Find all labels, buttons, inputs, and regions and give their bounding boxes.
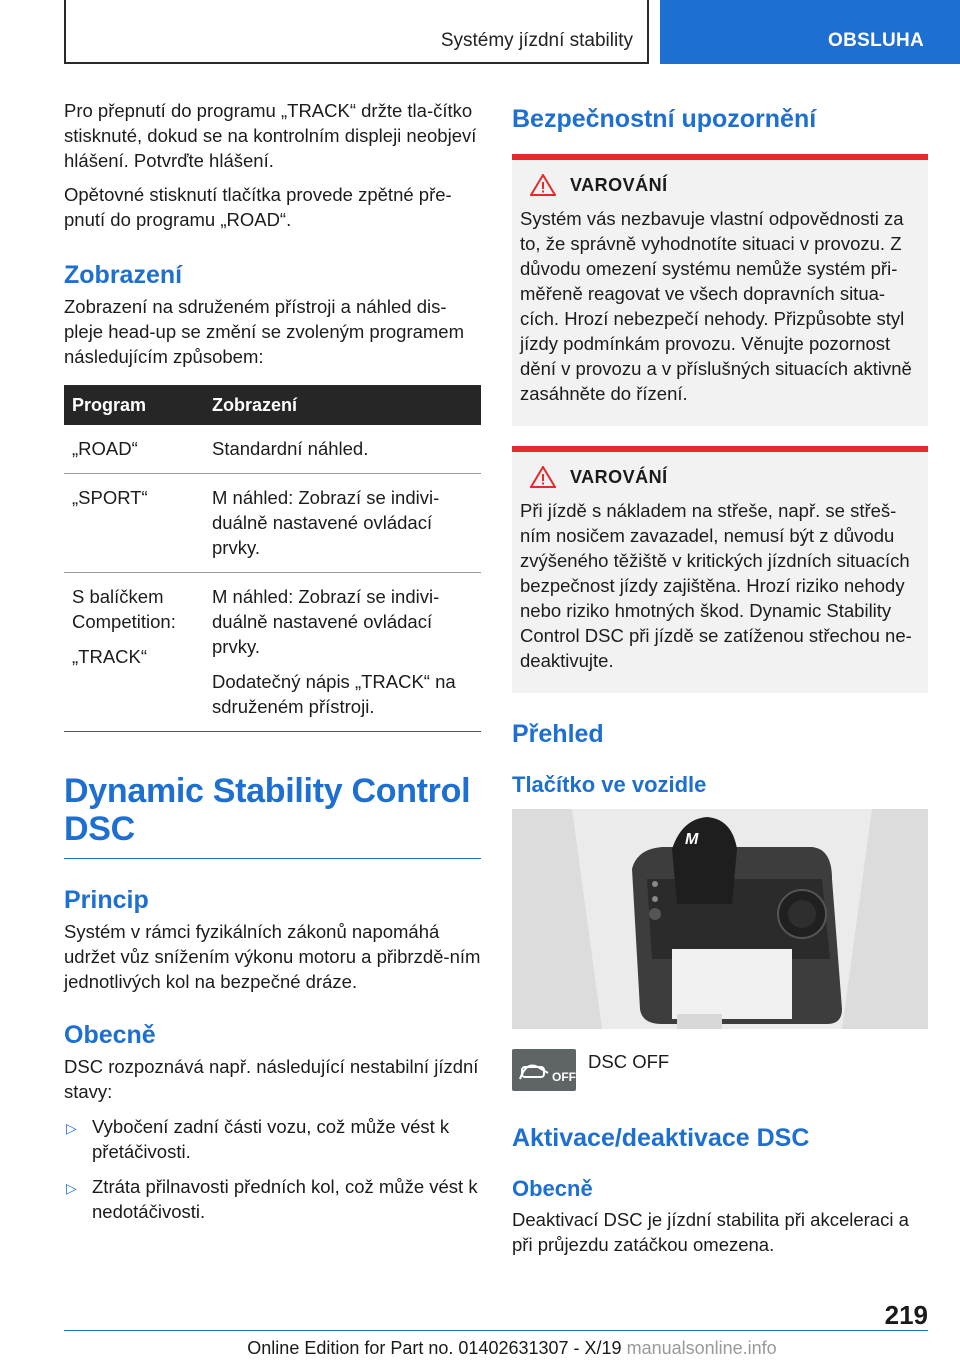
obecne-2-text: Deaktivací DSC je jízdní stabilita při akceleraci a při průjezdu zatáčkou omezena. [512,1209,909,1255]
right-column [512,98,928,1257]
table-cell: Dodatečný nápis „TRACK“ na sdruženém přístroji. [212,671,456,717]
heading-zobrazeni: Zobrazení [64,261,183,289]
page-number: 219 [884,1300,928,1330]
zobrazeni-text: Zobrazení na sdruženém přístroji a náhled dis-pleje head-up se změní se zvoleným programem následujícím způsobem: [64,296,464,367]
dsc-off-icon [512,1049,576,1091]
heading-tlacitko: Tlačítko ve vozidle [512,772,707,797]
heading-rule [64,858,481,859]
table-cell: „TRACK“ [72,646,148,667]
table-header-program: Program [64,385,204,425]
dsc-off-label: DSC OFF [588,1051,670,1072]
warning-box [512,446,928,693]
warning-text: Systém vás nezbavuje vlastní odpovědnosti za to, že správně vyhodnotíte situaci v provozu. Z důvodu omezení systému nemůže systém při-měřeně reagovat ve všech dopravních situa-cích. Hrozí nebezpečí nehody. Přizpůsobte styl jízdy podmínkám provozu. Věnujte pozornost dění v provozu a v příslušných situacích aktivně zasáhněte do řízení. [520,208,912,404]
table-row [64,425,481,474]
footer-brand: manualsonline.info [626,1338,777,1358]
list-item: ▷ Ztráta přilnavosti předních kol, což může vést k nedotáčivosti. [66,1176,478,1222]
left-column [64,98,481,1224]
table-cell: S balíčkem Competition: [72,586,176,632]
heading-prehled: Přehled [512,720,604,748]
svg-text:OFF: OFF [552,1070,576,1084]
heading-obecne-2: Obecně [512,1176,593,1201]
intro-paragraph-1: Pro přepnutí do programu „TRACK“ držte tla-čítko stisknuté, dokud se na kontrolním displeji neobjeví hlášení. Potvrďte hlášení. [64,100,477,171]
warning-box [512,154,928,426]
heading-princip: Princip [64,886,149,914]
program-table [64,385,481,732]
table-row [64,573,481,732]
header-section-box [64,0,649,64]
obecne-text: DSC rozpoznává např. následující nestabilní jízdní stavy: [64,1056,479,1102]
table-row [64,474,481,573]
m-logo-label: M [685,831,699,848]
footer-edition-text: Online Edition for Part no. 01402631307 - X/19 [247,1338,622,1358]
warning-label: VAROVÁNÍ [570,174,668,195]
triangle-bullet-icon: ▷ [66,1120,77,1136]
header-chapter-title: OBSLUHA [828,30,925,51]
heading-safety: Bezpečnostní upozornění [512,105,817,133]
table-cell: Standardní náhled. [212,438,369,459]
heading-obecne: Obecně [64,1021,156,1049]
center-console-photo [512,809,928,1029]
table-cell: M náhled: Zobrazí se indivi-duálně nastavené ovládací prvky. [212,487,440,558]
bullet-list [64,1114,481,1224]
header-chapter-tab [660,0,960,64]
footer-rule [64,1330,928,1331]
triangle-bullet-icon: ▷ [66,1180,77,1196]
table-cell: „SPORT“ [72,487,148,508]
table-cell: M náhled: Zobrazí se indivi-duálně nastavené ovládací prvky. [212,586,440,657]
warning-triangle-icon [530,466,556,488]
table-cell: „ROAD“ [72,438,138,459]
footer-edition [64,1338,960,1359]
header-section-title: Systémy jízdní stability [440,30,633,51]
heading-aktivace: Aktivace/deaktivace DSC [512,1124,810,1152]
table-header-zobrazeni: Zobrazení [204,385,481,425]
princip-text: Systém v rámci fyzikálních zákonů napomáhá udržet vůz snížením výkonu motoru a přibrzdě-ním jednotlivých kol na bezpečné dráze. [64,921,481,992]
intro-paragraph-2: Opětovné stisknutí tlačítka provede zpětné pře-pnutí do programu „ROAD“. [64,184,452,230]
heading-dsc: Dynamic Stability Control DSC [64,772,471,848]
warning-label: VAROVÁNÍ [570,466,668,487]
warning-text: Při jízdě s nákladem na střeše, např. se střeš-ním nosičem zavazadel, nemusí být z důvodu zvýšeného těžiště v kritických jízdních situacích bezpečnost jízdy zajištěna. Hrozí riziko nehody nebo riziko hmotných škod. Dynamic Stability Control DSC při jízdě se zatíženou střechou ne-deaktivujte. [520,500,912,671]
warning-triangle-icon [530,174,556,196]
list-item: ▷ Vybočení zadní části vozu, což může vést k přetáčivosti. [66,1116,450,1162]
